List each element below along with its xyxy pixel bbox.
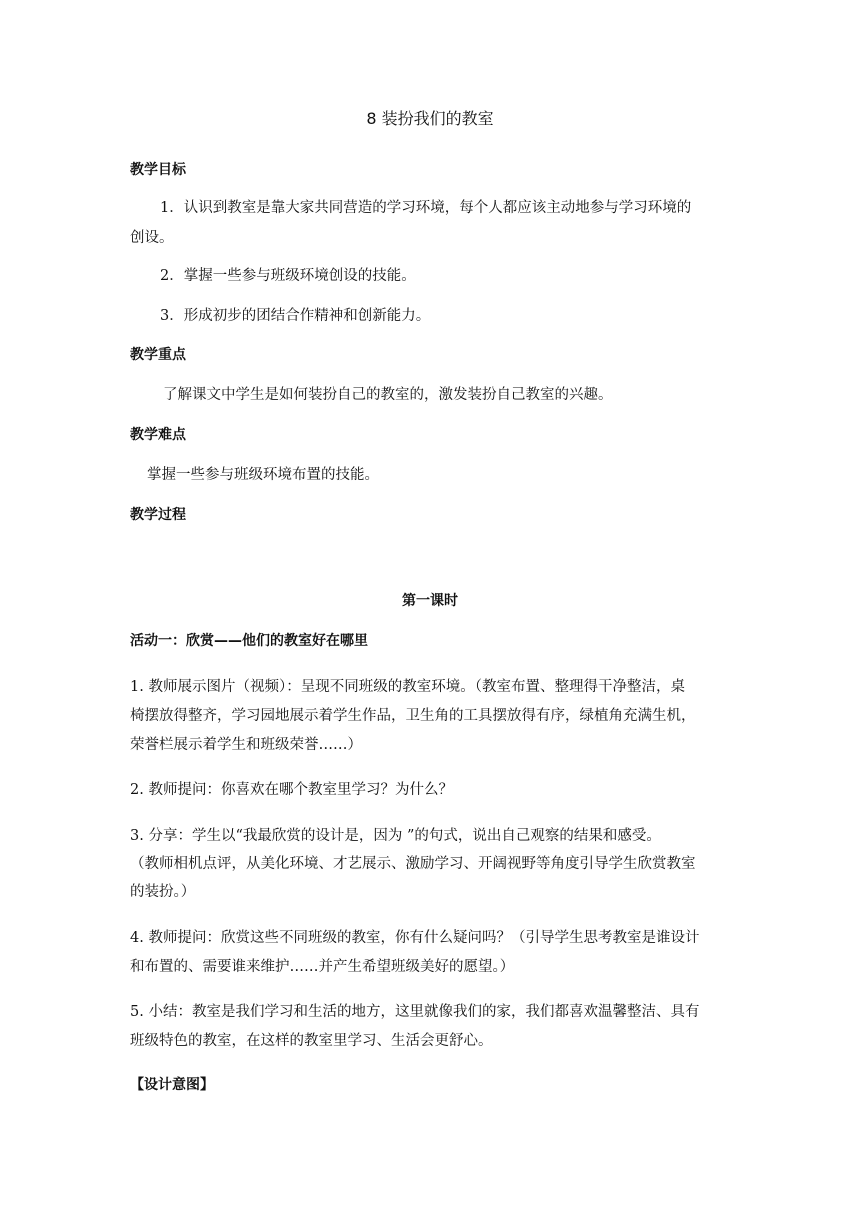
goal-1-line-2: 创设。 xyxy=(130,230,174,246)
item-1-line-1: 1. 教师展示图片（视频）：呈现不同班级的教室环境。（教室布置、整理得干净整洁，桌 xyxy=(130,679,685,695)
item-3-line-2: （教师相机点评，从美化环境、才艺展示、激励学习、开阔视野等角度引导学生欣赏教室 xyxy=(130,856,696,872)
goal-1-line-1: 1．认识到教室是靠大家共同营造的学习环境，每个人都应该主动地参与学习环境的 xyxy=(160,200,692,216)
key-text: 了解课文中学生是如何装扮自己的教室的，激发装扮自己教室的兴趣。 xyxy=(163,387,613,403)
item-1-line-3: 荣誉栏展示着学生和班级荣誉……） xyxy=(130,737,362,753)
period-heading: 第一课时 xyxy=(402,593,458,609)
item-4-line-1: 4. 教师提问：欣赏这些不同班级的教室，你有什么疑问吗？（引导学生思考教室是谁设计 xyxy=(130,930,700,946)
goal-2: 2．掌握一些参与班级环境创设的技能。 xyxy=(160,268,416,284)
goal-3: 3．形成初步的团结合作精神和创新能力。 xyxy=(160,308,431,324)
page-title: 8 装扮我们的教室 xyxy=(366,109,494,128)
key-heading: 教学重点 xyxy=(130,347,186,363)
difficulty-text: 掌握一些参与班级环境布置的技能。 xyxy=(147,467,379,483)
item-2-line-1: 2. 教师提问：你喜欢在哪个教室里学习？为什么？ xyxy=(130,782,453,798)
item-3-line-1: 3. 分享：学生以“我最欣赏的设计是，因为 ”的句式，说出自己观察的结果和感受。 xyxy=(130,828,661,844)
activity-heading: 活动一：欣赏——他们的教室好在哪里 xyxy=(130,633,368,649)
item-1-line-2: 椅摆放得整齐，学习园地展示着学生作品，卫生角的工具摆放得有序，绿植角充满生机， xyxy=(130,708,696,724)
item-3-line-3: 的装扮。） xyxy=(130,884,196,900)
goals-heading: 教学目标 xyxy=(130,162,186,178)
item-5-line-1: 5. 小结：教室是我们学习和生活的地方，这里就像我们的家，我们都喜欢温馨整洁、具有 xyxy=(130,1004,700,1020)
item-5-line-2: 班级特色的教室，在这样的教室里学习、生活会更舒心。 xyxy=(130,1033,493,1049)
item-4-line-2: 和布置的、需要谁来维护……并产生希望班级美好的愿望。） xyxy=(130,959,515,975)
process-heading: 教学过程 xyxy=(130,507,186,523)
design-intent-heading: 【设计意图】 xyxy=(130,1077,214,1093)
difficulty-heading: 教学难点 xyxy=(130,427,186,443)
